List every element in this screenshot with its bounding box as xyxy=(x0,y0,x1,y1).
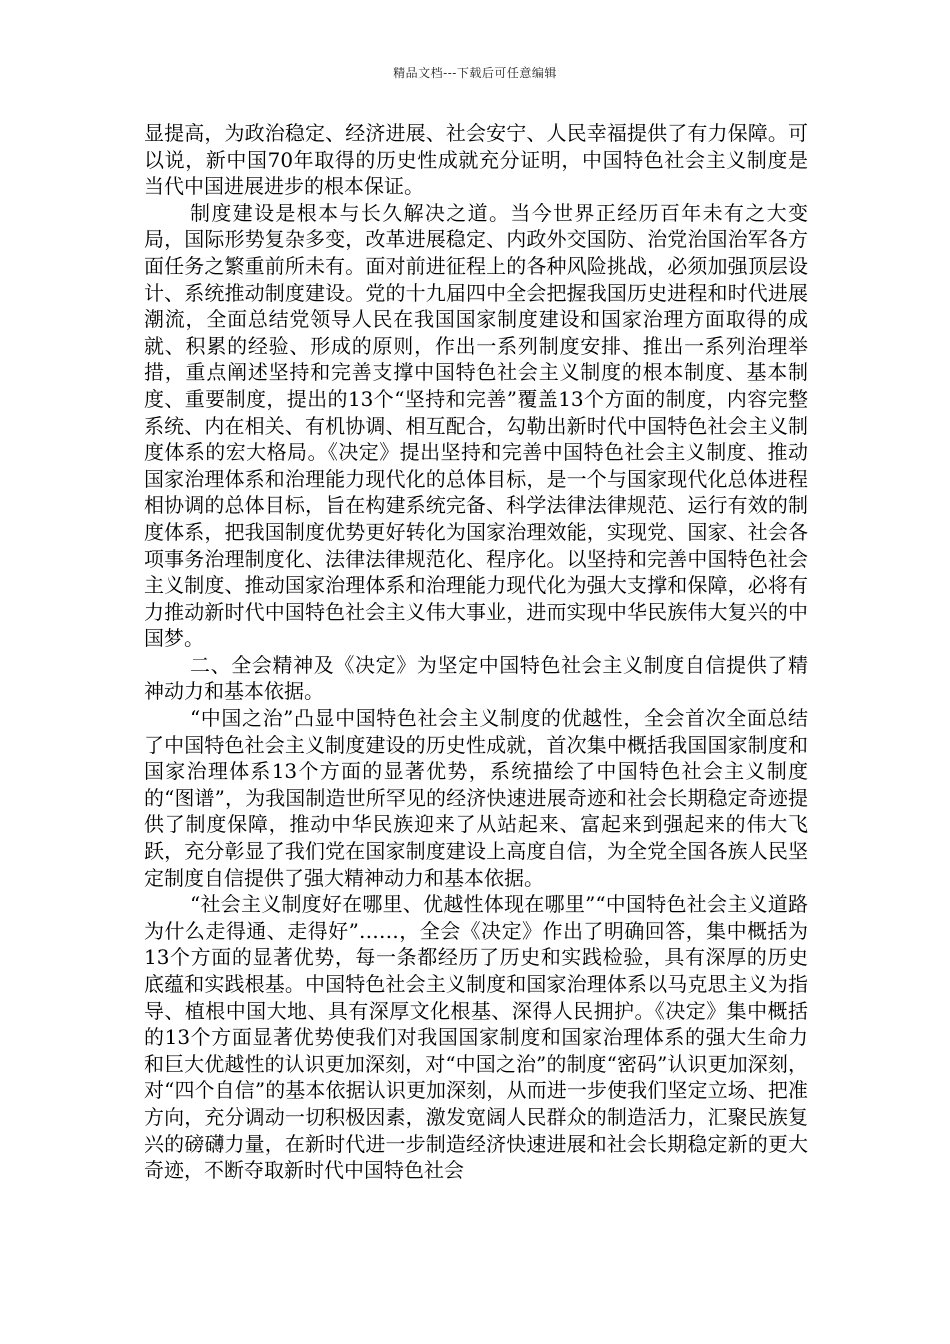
paragraph: “社会主义制度好在哪里、优越性体现在哪里”“中国特色社会主义道路为什么走得通、走得好”……，全会《决定》作出了明确回答，集中概括为13个方面的显著优势，每一条都经历了历史和实践检验，具有深厚的历史底蕴和实践根基。中国特色社会主义制度和国家治理体系以马克思主义为指导、植根中国大地、具有深厚文化根基、深得人民拥护。《决定》集中概括的13个方面显著优势使我们对我国国家制度和国家治理体系的强大生命力和巨大优越性的认识更加深刻，对“中国之治”的制度“密码”认识更加深刻，对“四个自信”的基本依据认识更加深刻，从而进一步使我们坚定立场、把准方向，充分调动一切积极因素，激发宽阔人民群众的制造活力，汇聚民族复兴的磅礴力量，在新时代进一步制造经济快速进展和社会长期稳定新的更大奇迹，不断夺取新时代中国特色社会 xyxy=(144,892,808,1183)
paragraph: 制度建设是根本与长久解决之道。当今世界正经历百年未有之大变局，国际形势复杂多变，改革进展稳定、内政外交国防、治党治国治军各方面任务之繁重前所未有。面对前进征程上的各种风险挑战，必须加强顶层设计、系统推动制度建设。党的十九届四中全会把握我国历史进程和时代进展潮流，全面总结党领导人民在我国国家制度建设和国家治理方面取得的成就、积累的经验、形成的原则，作出一系列制度安排、推出一系列治理举措，重点阐述坚持和完善支撑中国特色社会主义制度的根本制度、基本制度、重要制度，提出的13个“坚持和完善”覆盖13个方面的制度，内容完整系统、内在相关、有机协调、相互配合，勾勒出新时代中国特色社会主义制度体系的宏大格局。《决定》提出坚持和完善中国特色社会主义制度、推动国家治理体系和治理能力现代化的总体目标，是一个与国家现代化总体进程相协调的总体目标，旨在构建系统完备、科学法律法律规范、运行有效的制度体系，把我国制度优势更好转化为国家治理效能，实现党、国家、社会各项事务治理制度化、法律法律规范化、程序化。以坚持和完善中国特色社会主义制度、推动国家治理体系和治理能力现代化为强大支撑和保障，必将有力推动新时代中国特色社会主义伟大事业，进而实现中华民族伟大复兴的中国梦。 xyxy=(144,200,808,651)
document-body xyxy=(144,120,808,1184)
paragraph: “中国之治”凸显中国特色社会主义制度的优越性，全会首次全面总结了中国特色社会主义制度建设的历史性成就，首次集中概括我国国家制度和国家治理体系13个方面的显著优势，系统描绘了中国特色社会主义制度的“图谱”，为我国制造世所罕见的经济快速进展奇迹和社会长期稳定奇迹提供了制度保障，推动中华民族迎来了从站起来、富起来到强起来的伟大飞跃，充分彰显了我们党在国家制度建设上高度自信，为全党全国各族人民坚定制度自信提供了强大精神动力和基本依据。 xyxy=(144,706,808,890)
section-heading: 二、全会精神及《决定》为坚定中国特色社会主义制度自信提供了精神动力和基本依据。 xyxy=(144,652,808,704)
paragraph-continued: 显提高，为政治稳定、经济进展、社会安宁、人民幸福提供了有力保障。可以说，新中国70年取得的历史性成就充分证明，中国特色社会主义制度是当代中国进展进步的根本保证。 xyxy=(144,121,808,199)
page-header: 精品文档---下载后可任意编辑 xyxy=(393,66,557,80)
